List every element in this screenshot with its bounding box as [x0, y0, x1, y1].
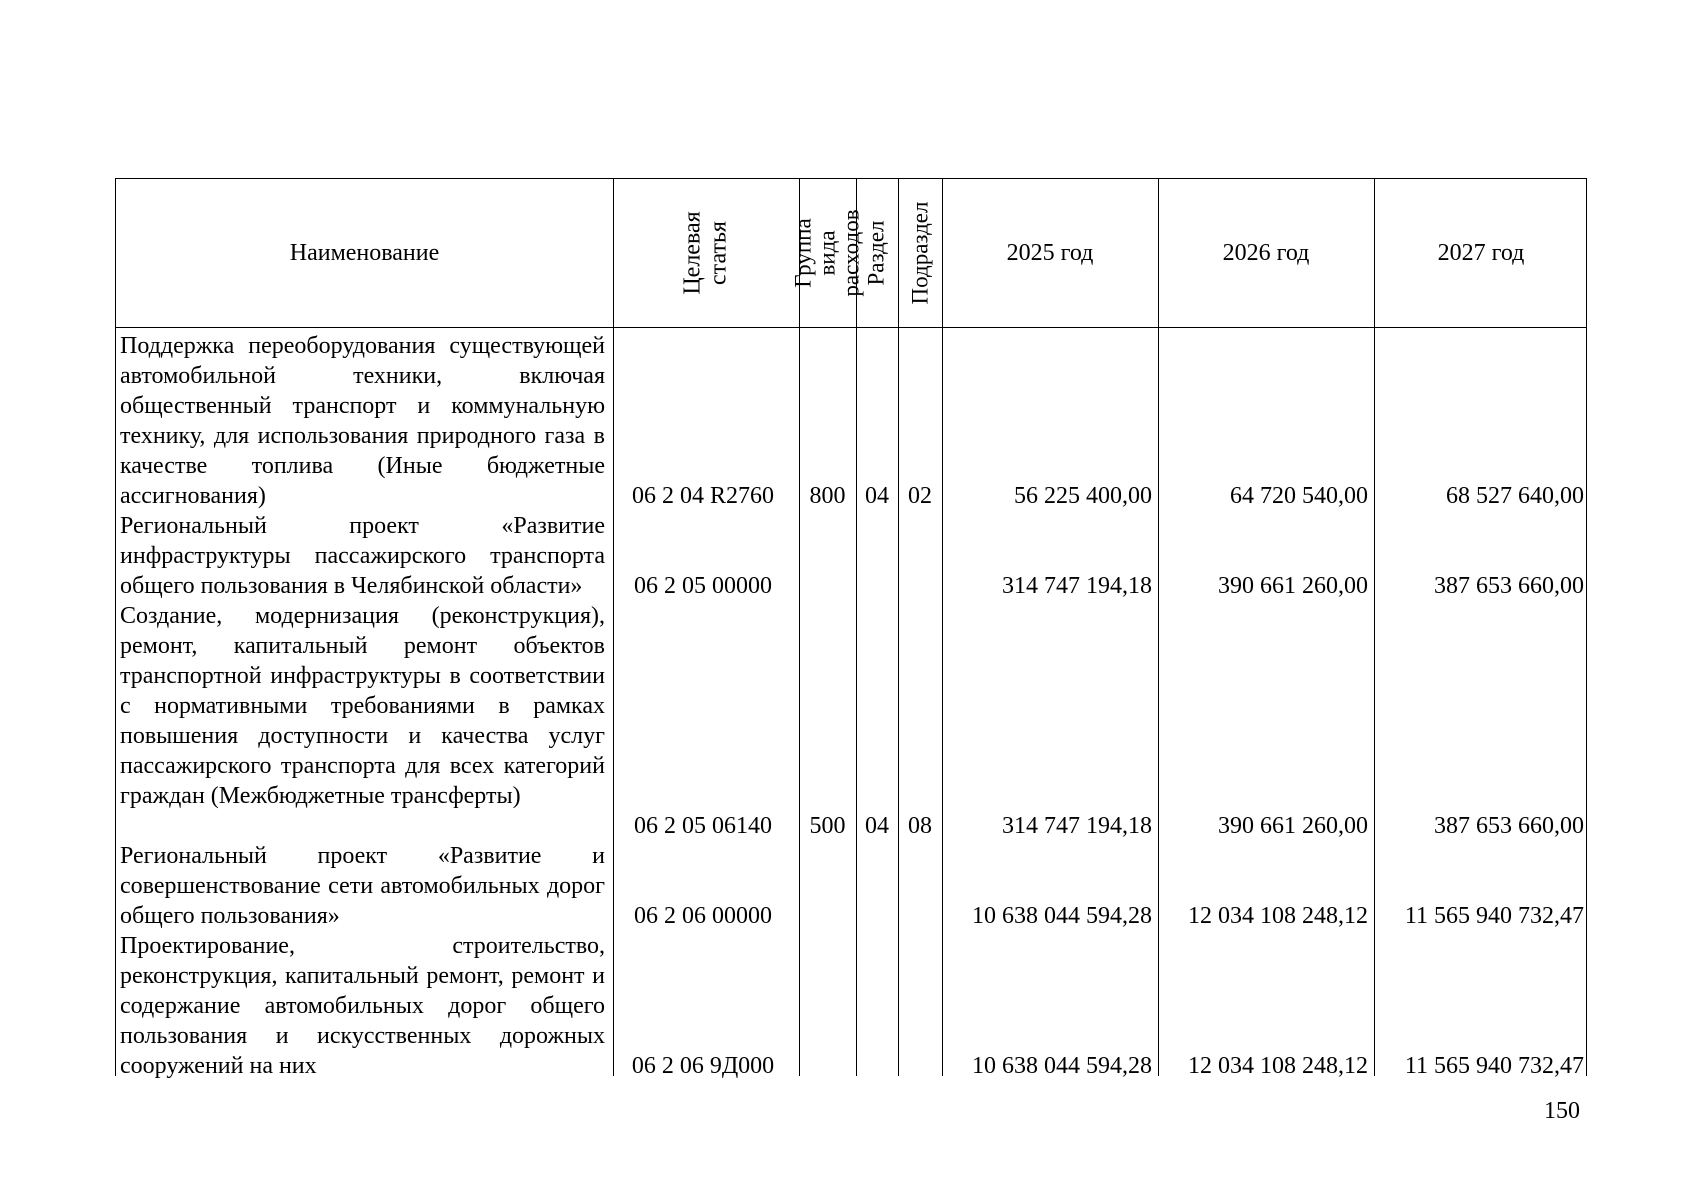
budget-table [115, 178, 1587, 1079]
page-number: 150 [1544, 1098, 1580, 1124]
row-section [856, 1051, 898, 1081]
row-name: Создание, модернизация (реконструкция), ремонт, капитальный ремонт объектов транспортной инфраструктуры в соответствии с нормативными требованиями в рамках повышения доступности и качества услуг пассажирского транспорта для всех категорий граждан (Межбюджетные трансферты) [120, 603, 605, 809]
row-value-2026: 12 034 108 248,12 [1188, 1053, 1368, 1079]
row-value-2027: 387 653 660,00 [1434, 813, 1584, 839]
row-subsection: 08 [908, 813, 932, 839]
header-subsection-label: Подраздел [907, 201, 933, 305]
row-value-2026: 390 661 260,00 [1218, 573, 1368, 599]
row-expense-group: 500 [809, 813, 846, 839]
header-target-article-label: Целевая статья [679, 211, 732, 295]
table-row [116, 331, 1586, 511]
row-code: 06 2 05 06140 [634, 813, 772, 839]
row-value-2025: 10 638 044 594,28 [972, 903, 1152, 929]
row-value-2027: 11 565 940 732,47 [1404, 903, 1584, 929]
header-target-article [613, 179, 799, 327]
row-value-2025: 10 638 044 594,28 [972, 1053, 1152, 1079]
row-value-2027: 68 527 640,00 [1446, 483, 1584, 509]
row-value-2025: 314 747 194,18 [1002, 813, 1152, 839]
row-expense-group: 800 [809, 483, 846, 509]
row-code: 06 2 05 00000 [634, 573, 772, 599]
row-expense-group [799, 571, 856, 601]
row-value-2026: 390 661 260,00 [1218, 813, 1368, 839]
header-section-label: Раздел [864, 220, 889, 286]
row-value-2027: 11 565 940 732,47 [1404, 1053, 1584, 1079]
row-subsection [898, 1051, 942, 1081]
row-value-2025: 314 747 194,18 [1002, 573, 1152, 599]
table-row [116, 601, 1586, 841]
header-divider [116, 327, 1586, 328]
row-section: 04 [865, 813, 889, 839]
table-row [116, 511, 1586, 601]
header-year-2025: 2025 год [1006, 239, 1094, 266]
row-value-2025: 56 225 400,00 [1014, 483, 1152, 509]
row-expense-group [799, 901, 856, 931]
row-subsection: 02 [908, 483, 932, 509]
row-code: 06 2 04 R2760 [631, 483, 774, 509]
row-section [856, 571, 898, 601]
header-year-2027: 2027 год [1437, 239, 1525, 266]
header-expense-group [790, 179, 864, 327]
row-section [856, 901, 898, 931]
header-year-2026: 2026 год [1222, 239, 1310, 266]
row-value-2027: 387 653 660,00 [1434, 573, 1584, 599]
header-section [856, 179, 898, 327]
header-expense-group-label: Группа вида расходов [790, 209, 864, 297]
row-expense-group [799, 1051, 856, 1081]
row-value-2026: 64 720 540,00 [1230, 483, 1368, 509]
table-row [116, 841, 1586, 931]
row-section: 04 [865, 483, 889, 509]
row-name: Проектирование, строительство, реконструкция, капитальный ремонт, ремонт и содержание автомобильных дорог общего пользования и искусственных дорожных сооружений на них [120, 933, 605, 1079]
header-name: Наименование [289, 239, 440, 266]
table-row [116, 931, 1586, 1081]
row-code: 06 2 06 00000 [634, 903, 772, 929]
header-subsection [898, 179, 942, 327]
row-code: 06 2 06 9Д000 [631, 1053, 775, 1079]
row-value-2026: 12 034 108 248,12 [1188, 903, 1368, 929]
row-name: Региональный проект «Развитие инфраструктуры пассажирского транспорта общего пользования в Челябинской области» [120, 513, 605, 599]
row-name: Региональный проект «Развитие и совершенствование сети автомобильных дорог общего пользования» [120, 843, 605, 929]
row-subsection [898, 571, 942, 601]
row-subsection [898, 901, 942, 931]
row-name: Поддержка переоборудования существующей автомобильной техники, включая общественный транспорт и коммунальную технику, для использования природного газа в качестве топлива (Иные бюджетные ассигнования) [120, 333, 605, 509]
